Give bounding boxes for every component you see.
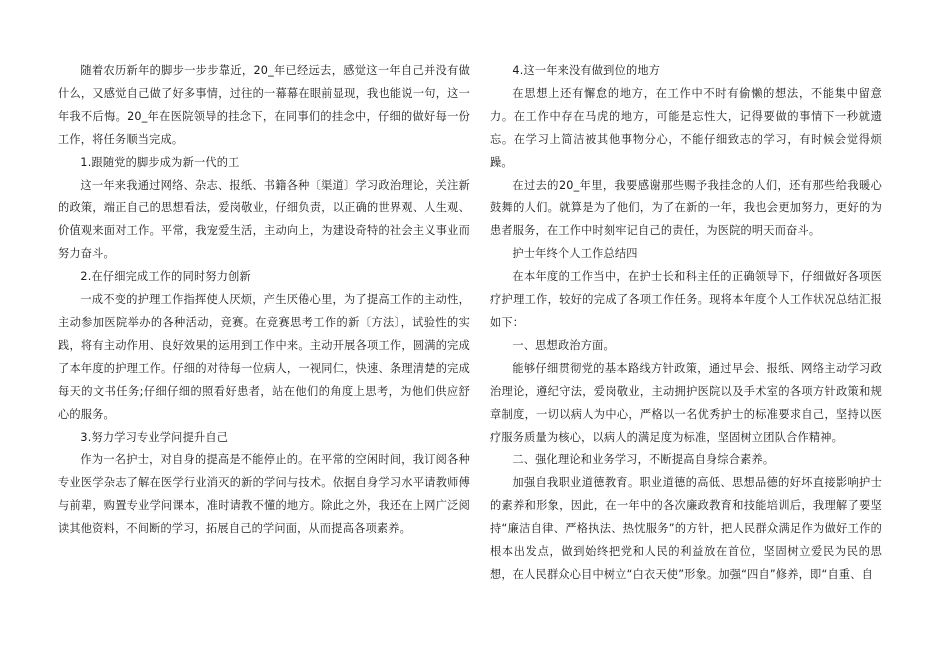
subheading-study: 二、强化理论和业务学习，不断提高自身综合素养。 [512, 453, 775, 467]
paragraph-political: 能够仔细贯彻党的基本路线方针政策，通过早会、报纸、网络主动学习政治理论，遵纪守法，爱岗敬业，主动拥护医院以及手术室的各项方针政策和规章制度，一切以病人为中心，严格以一名优秀护士的标准要求自己，坚持以医疗服务质量为核心，以病人的满足度为标准，坚固树立团队合作精神。 [490, 361, 882, 444]
paragraph-study: 加强自我职业道德教育。职业道德的高低、思想品德的好坏直接影响护士的素养和形象，因此，在一年中的各次廉政教育和技能培训后，我理解了要坚持“廉洁自律、严格执法、热忱服务”的方针，把人民群众满足作为做好工作的根本出发点，做到始终把党和人民的利益放在首位，坚固树立爱民为民的思想，在人民群众心目中树立“白衣天使”形象。加强“四自”修养，即“自重、自 [490, 476, 882, 581]
section-heading-4: 4.这一年来没有做到位的地方 [512, 64, 661, 77]
left-column [58, 60, 470, 541]
section-heading-1: 1.跟随党的脚步成为新一代的工 [80, 155, 240, 169]
paragraph-intro: 随着农历新年的脚步一步步靠近，20_年已经远去，感觉这一年自己并没有做什么，又感觉自己做了好多事情，过往的一幕幕在眼前显现，我也能说一句，这一年我不后悔。20_年在医院领导的挂念下，在同事们的挂念中，仔细的做好每一份工作，将任务顺当完成。 [58, 64, 470, 146]
summary-title: 护士年终个人工作总结四 [512, 247, 638, 261]
subheading-political: 一、思想政治方面。 [512, 338, 615, 352]
paragraph-section-4a: 在思想上还有懈怠的地方，在工作中不时有偷懒的想法，不能集中留意力。在工作中存在马虎的地方，可能是忘性大，记得要做的事情下一秒就遗忘。在学习上简洁被其他事物分心，不能仔细致志的学习，有时候会觉得烦躁。 [490, 86, 882, 169]
right-column [490, 60, 882, 587]
paragraph-section-4b: 在过去的20_年里，我要感谢那些赐予我挂念的人们，还有那些给我暖心鼓舞的人们。就算是为了他们，为了在新的一年，我也会更加努力，更好的为患者服务，在工作中时刻牢记自己的责任，为医院的明天而奋斗。 [490, 178, 882, 238]
paragraph-section-3: 作为一名护士，对自身的提高是不能停止的。在平常的空闲时间，我订阅各种专业医学杂志了解在医学行业消灭的新的学问与技术。依据自身学习水平请教师傅与前辈，购置专业学问课本，准时请教不懂的地方。除此之外，我还在上网广泛阅读其他资料，不间断的学习，拓展自己的学问面，从而提高各项素养。 [58, 453, 470, 536]
paragraph-section-1: 这一年来我通过网络、杂志、报纸、书籍各种〔渠道〕学习政治理论，关注新的政策，端正自己的思想看法，爱岗敬业，仔细负责，以正确的世界观、人生观、价值观来面对工作。平常，我宠爱生活，主动向上，为建设奇特的社会主义事业而努力奋斗。 [58, 178, 470, 261]
paragraph-section-2: 一成不变的护理工作指挥使人厌烦，产生厌倦心里，为了提高工作的主动性，主动参加医院举办的各种活动，竞赛。在竞赛思考工作的新〔方法〕，试验性的实践，将有主动作用、良好效果的运用到工作中来。主动开展各项工作，圆满的完成了本年度的护理工作。仔细的对待每一位病人，一视同仁，快速、条理清楚的完成每天的文书任务;仔细仔细的照看好患者，站在他们的角度上思考，为他们供应舒心的服务。 [58, 293, 470, 421]
paragraph-summary-intro: 在本年度的工作当中，在护士长和科主任的正确领导下，仔细做好各项医疗护理工作，较好的完成了各项工作任务。现将本年度个人工作状况总结汇报如下： [490, 270, 882, 329]
section-heading-3: 3.努力学习专业学问提升自己 [80, 430, 229, 444]
section-heading-2: 2.在仔细完成工作的同时努力创新 [80, 270, 251, 284]
